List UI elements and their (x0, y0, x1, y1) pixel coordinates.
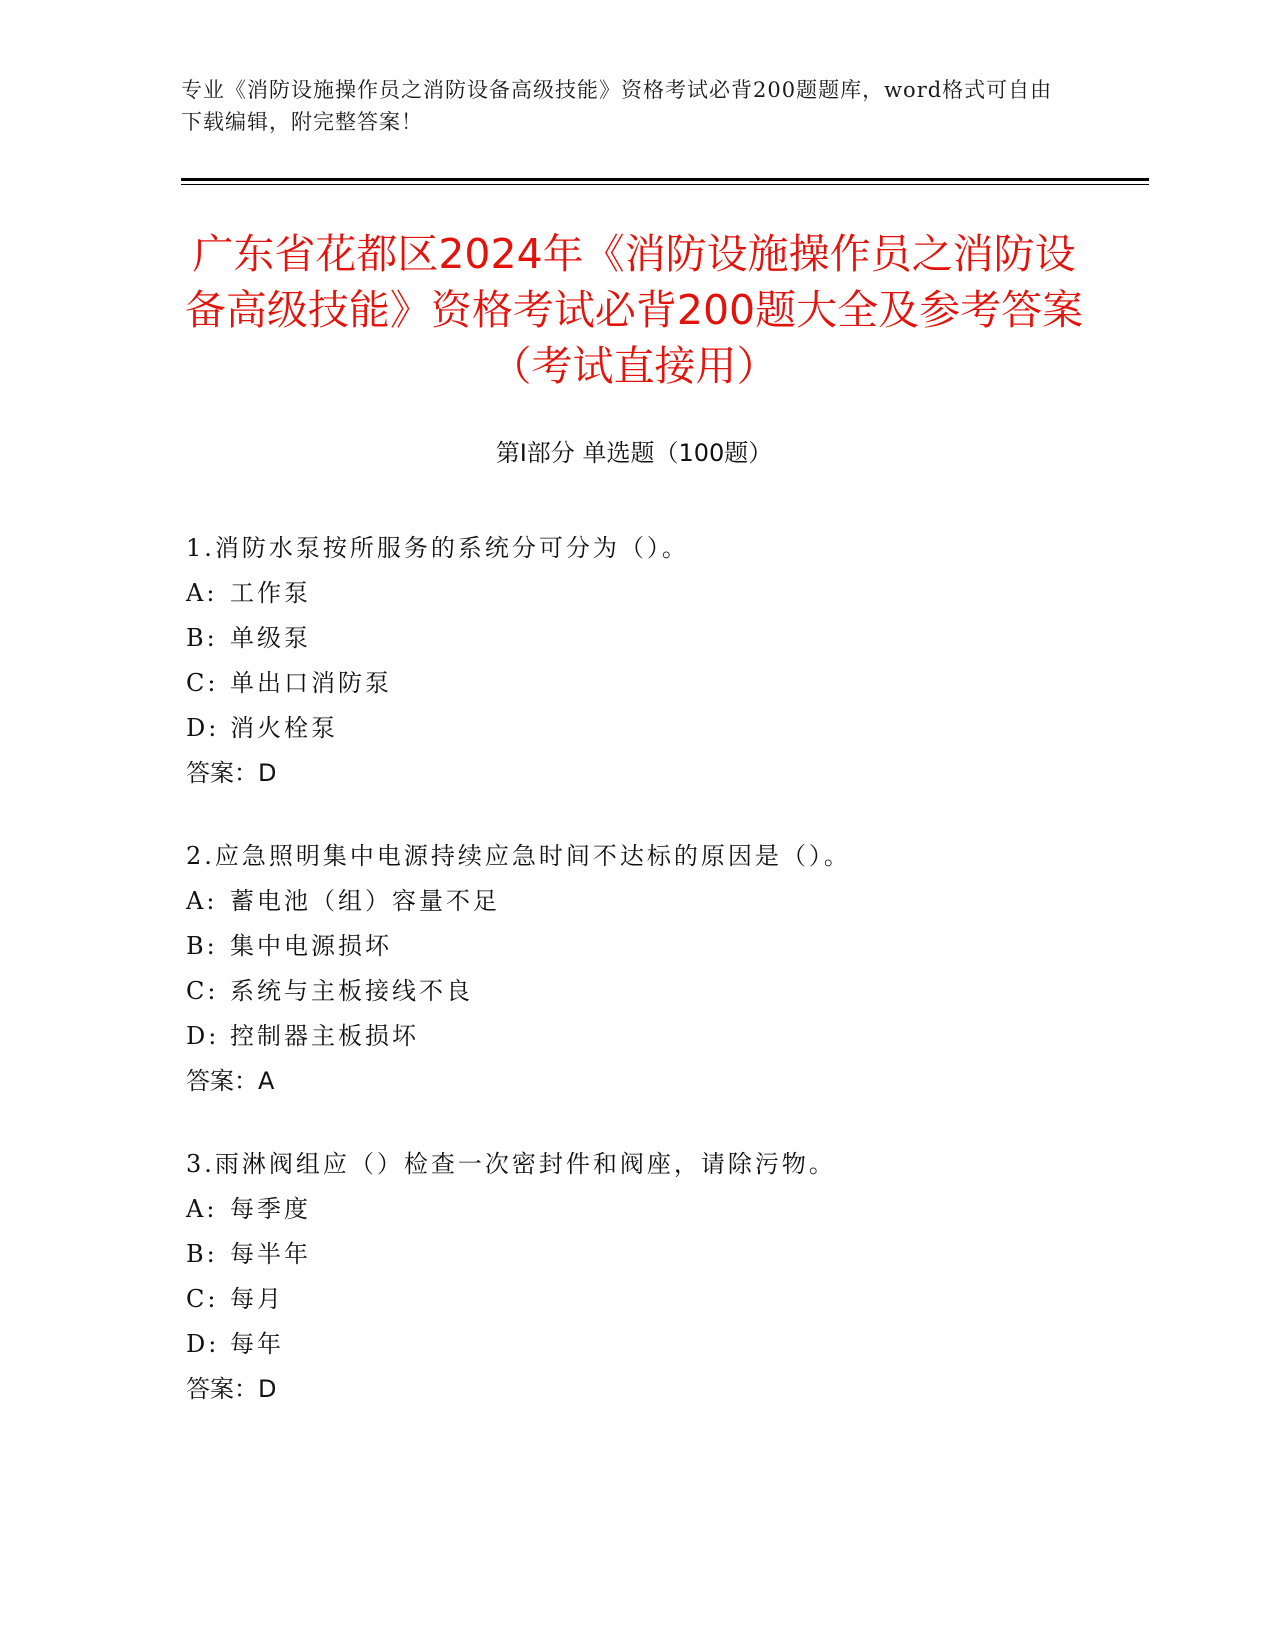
option-key: C: (186, 669, 219, 697)
option-key: A: (186, 1195, 218, 1223)
option-key: B: (186, 1240, 218, 1268)
option-b (186, 924, 1126, 969)
option-text: 消火栓泵 (230, 714, 338, 742)
option-key: D: (186, 1330, 220, 1358)
question-stem: 2.应急照明集中电源持续应急时间不达标的原因是（）。 (186, 842, 851, 870)
section-heading: 第Ⅰ部分 单选题（100题） (495, 439, 773, 467)
option-a (186, 879, 1126, 924)
option-b (186, 1232, 1126, 1277)
option-text: 系统与主板接线不良 (230, 977, 473, 1005)
option-c (186, 1277, 1126, 1322)
option-key: D: (186, 1022, 220, 1050)
option-key: C: (186, 977, 219, 1005)
option-key: B: (186, 932, 218, 960)
answer: 答案：D (186, 1375, 277, 1403)
header-divider-thin (181, 184, 1149, 185)
option-key: A: (186, 887, 218, 915)
question-stem: 3.雨淋阀组应（）检查一次密封件和阀座，请除污物。 (186, 1150, 836, 1178)
question-stem: 1.消防水泵按所服务的系统分可分为（）。 (186, 534, 689, 562)
question-item (186, 526, 1126, 796)
option-key: C: (186, 1285, 219, 1313)
document-title: 广东省花都区2024年《消防设施操作员之消防设备高级技能》资格考试必背200题大全及参考答案（考试直接用） (184, 230, 1084, 390)
header-divider-thick (181, 178, 1149, 181)
option-c (186, 969, 1126, 1014)
question-item (186, 1142, 1126, 1412)
option-text: 工作泵 (230, 579, 311, 607)
option-d (186, 1014, 1126, 1059)
option-a (186, 571, 1126, 616)
option-text: 每季度 (230, 1195, 311, 1223)
option-b (186, 616, 1126, 661)
option-d (186, 1322, 1126, 1367)
option-text: 蓄电池（组）容量不足 (230, 887, 500, 915)
option-a (186, 1187, 1126, 1232)
option-text: 集中电源损坏 (230, 932, 392, 960)
header-note: 专业《消防设施操作员之消防设备高级技能》资格考试必背200题题库，word格式可自由下载编辑，附完整答案！ (181, 78, 1053, 134)
option-text: 控制器主板损坏 (230, 1022, 419, 1050)
option-c (186, 661, 1126, 706)
option-key: A: (186, 579, 218, 607)
option-text: 每半年 (230, 1240, 311, 1268)
answer: 答案：D (186, 759, 277, 787)
question-item (186, 834, 1126, 1104)
option-key: D: (186, 714, 220, 742)
question-list (186, 526, 1126, 1450)
option-text: 每年 (230, 1330, 284, 1358)
option-text: 每月 (230, 1285, 284, 1313)
option-text: 单级泵 (230, 624, 311, 652)
option-d (186, 706, 1126, 751)
option-key: B: (186, 624, 218, 652)
answer: 答案：A (186, 1067, 275, 1095)
option-text: 单出口消防泵 (230, 669, 392, 697)
